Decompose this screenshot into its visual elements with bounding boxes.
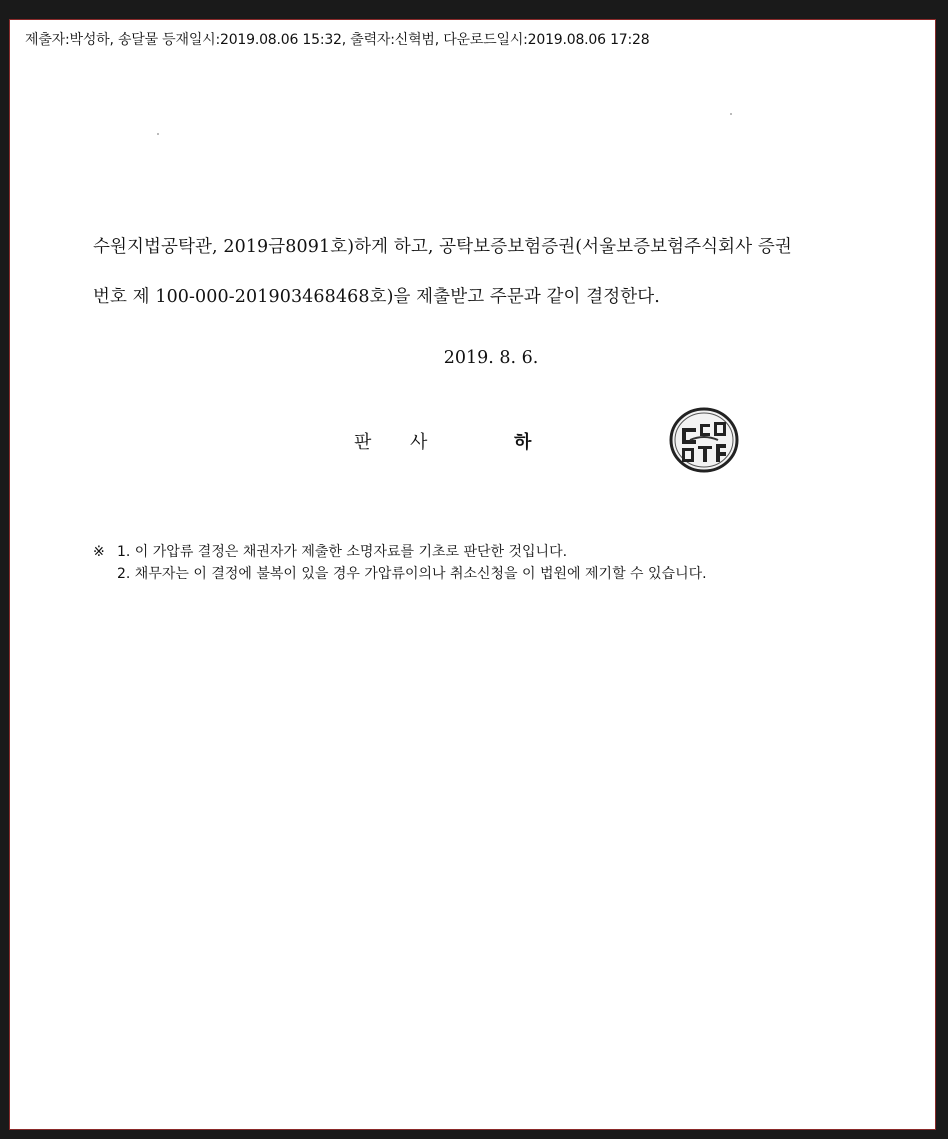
submission-info-header: 제출자:박성하, 송달물 등재일시:2019.08.06 15:32, 출력자:신혁범, 다운로드일시:2019.08.06 17:28 <box>25 32 650 48</box>
judge-name: 하 <box>514 432 532 453</box>
note-text: 1. 이 가압류 결정은 채권자가 제출한 소명자료를 기초로 판단한 것입니다. <box>117 544 568 560</box>
note-text: 2. 채무자는 이 결정에 불복이 있을 경우 가압류이의나 취소신청을 이 법원에 제기할 수 있습니다. <box>117 566 707 582</box>
judge-seal-stamp-icon <box>668 406 740 474</box>
decision-text-line-2: 번호 제 100-000-201903468468호)을 제출받고 주문과 같이 결정한다. <box>93 287 660 307</box>
note-item <box>93 541 707 563</box>
note-reference-mark: ※ <box>93 544 105 560</box>
judge-title-char-2: 사 <box>410 432 428 453</box>
notes-section <box>93 541 707 585</box>
scan-speck <box>730 113 732 115</box>
decision-text-line-1: 수원지법공탁관, 2019금8091호)하게 하고, 공탁보증보험증권(서울보증보험주식회사 증권 <box>93 237 792 257</box>
judge-title-char-1: 판 <box>354 432 372 453</box>
decision-date: 2019. 8. 6. <box>443 348 539 368</box>
note-item <box>93 563 707 585</box>
scan-speck <box>157 133 159 135</box>
